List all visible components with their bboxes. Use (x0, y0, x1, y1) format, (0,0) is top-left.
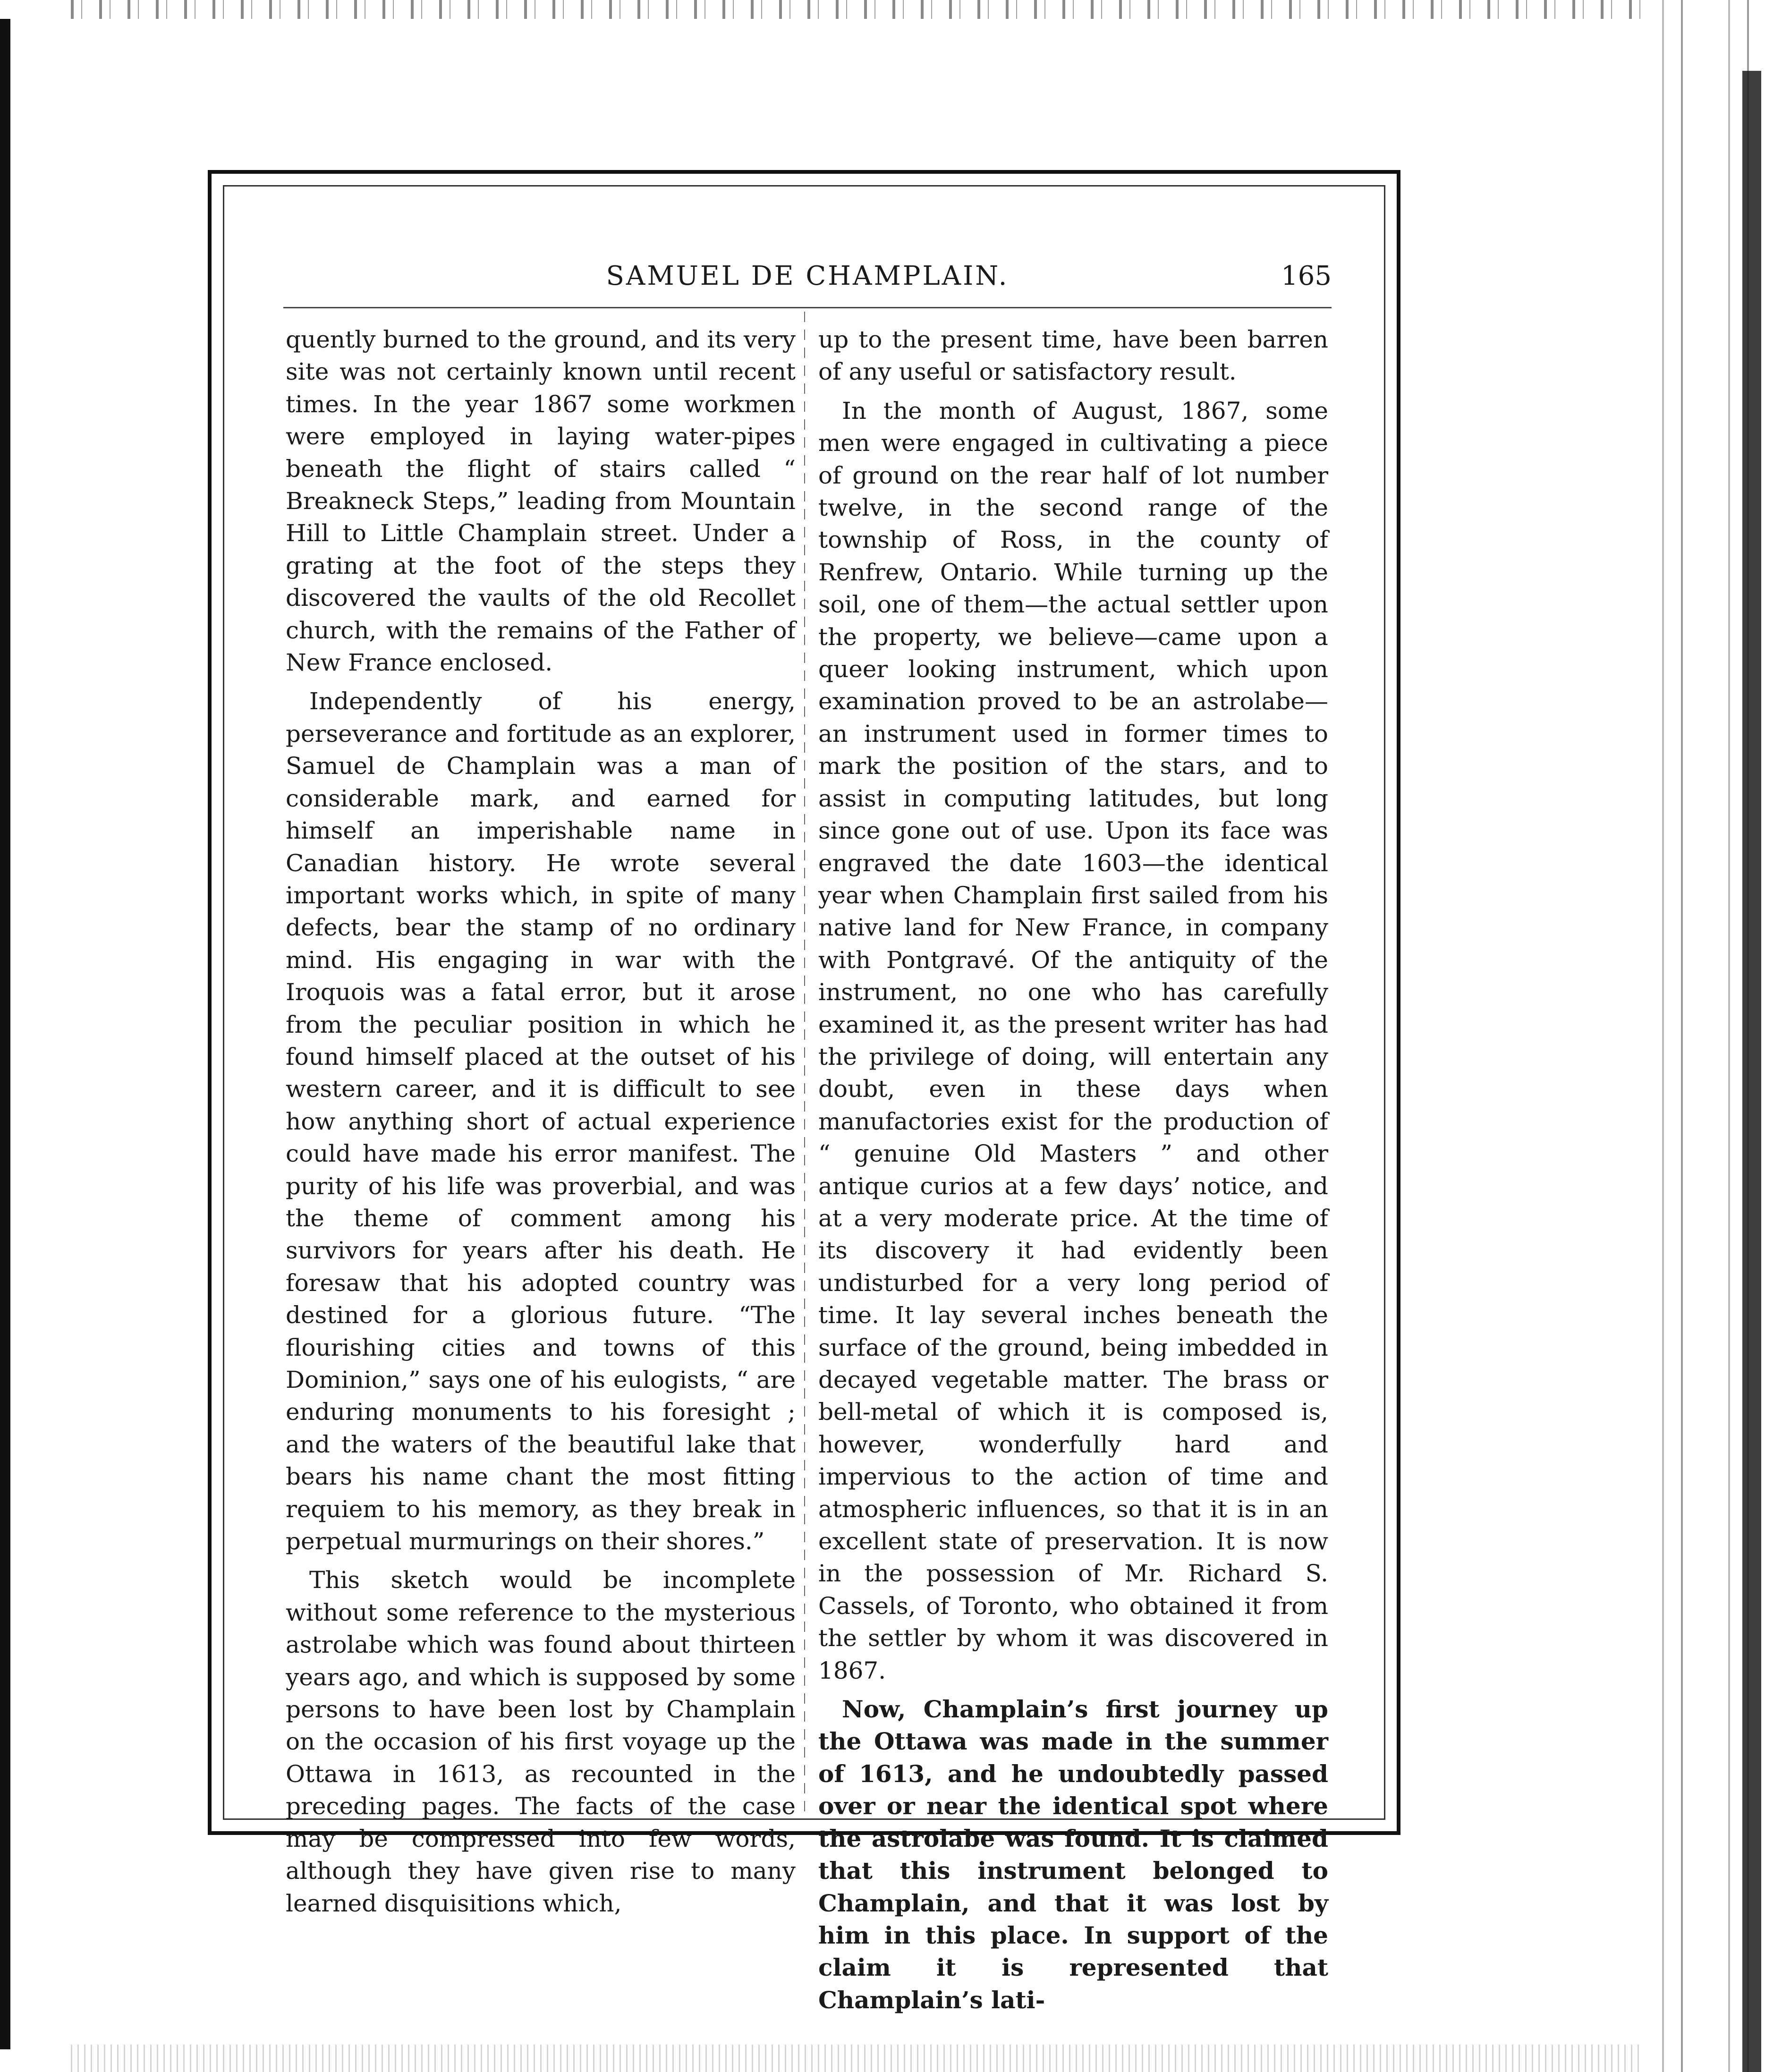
paragraph: Now, Champlain’s first journey up the Ottawa was made in the summer of 1613, and he undoubtedly passed over or near the identical spot where the astrolabe was found. It is claimed that this instrument belonged to Champlain, and that it was lost by him in this place. In support of the claim it is represented that Champlain’s lati- (818, 1695, 1328, 2014)
scan-artifact-left (0, 19, 10, 2049)
scan-artifact-right-bar (1742, 71, 1761, 2072)
scan-artifact-bottom (71, 2045, 1643, 2072)
page-number: 165 (1281, 261, 1332, 291)
scan-artifact-top (71, 0, 1643, 19)
paragraph: In the month of August, 1867, some men were engaged in cultivating a piece of ground on the rear half of lot number twelve, in the second range of the township of Ross, in the county of Renfrew, Ontario. While turning up the soil, one of them—the actual settler upon the property, we believe—came upon a queer looking instrument, which upon examination proved to be an astrolabe—an instrument used in former times to mark the position of the stars, and to assist in computing latitudes, but long since gone out of use. Upon its face was engraved the date 1603—the identical year when Champlain first sailed from his native land for New France, in company with Pontgravé. Of the antiquity of the instrument, no one who has carefully examined it, as the present writer has had the privilege of doing, will entertain any doubt, even in these days when manufactories exist for the production of “ genuine Old Masters ” and other antique curios at a few days’ notice, and at a very moderate price. At the time of its discovery it had evidently been undisturbed for a very long period of time. It lay several inches beneath the surface of the ground, being imbedded in decayed vegetable matter. The brass or bell-metal of which it is composed is, however, wonderfully hard and impervious to the action of time and atmospheric influences, so that it is in an excellent state of preservation. It is now in the possession of Mr. Richard S. Cassels, of Toronto, who obtained it from the settler by whom it was discovered in 1867. (818, 397, 1328, 1684)
paragraph: Independently of his energy, perseverance and fortitude as an explorer, Samuel de Champlain was a man of considerable mark, and earned for himself an imperishable name in Canadian history. He wrote several important works which, in spite of many defects, bear the stamp of no ordinary mind. His engaging in war with the Iroquois was a fatal error, but it arose from the peculiar position in which he found himself placed at the outset of his western career, and it is difficult to see how anything short of actual experience could have made his error manifest. The purity of his life was proverbial, and was the theme of comment among his survivors for years after his death. He foresaw that his adopted country was destined for a glorious future. “The flourishing cities and towns of this Dominion,” says one of his eulogists, “ are enduring monuments to his foresight ; and the waters of the beautiful lake that bears his name chant the most fitting requiem to his memory, as they break in perpetual murmurings on their shores.” (286, 688, 796, 1555)
running-head (283, 257, 1332, 295)
page-title: SAMUEL DE CHAMPLAIN. (606, 261, 1009, 291)
right-column (818, 323, 1328, 2023)
paragraph: up to the present time, have been barren of any useful or satisfactory result. (818, 326, 1328, 386)
left-column (286, 323, 796, 1926)
header-rule (283, 307, 1332, 308)
paragraph: This sketch would be incomplete without some reference to the mysterious astrolabe which was found about thirteen years ago, and which is supposed by some persons to have been lost by Champlain on the occasion of his first voyage up the Ottawa in 1613, as recounted in the preceding pages. The facts of the case may be compressed into few words, although they have given rise to many learned disquisitions which, (286, 1566, 796, 1917)
column-divider (804, 312, 805, 1813)
paragraph: quently burned to the ground, and its very site was not certainly known until recent times. In the year 1867 some workmen were employed in laying water-pipes beneath the flight of stairs called “ Breakneck Steps,” leading from Mountain Hill to Little Champlain street. Under a grating at the foot of the steps they discovered the vaults of the old Recollet church, with the remains of the Father of New France enclosed. (286, 326, 796, 677)
